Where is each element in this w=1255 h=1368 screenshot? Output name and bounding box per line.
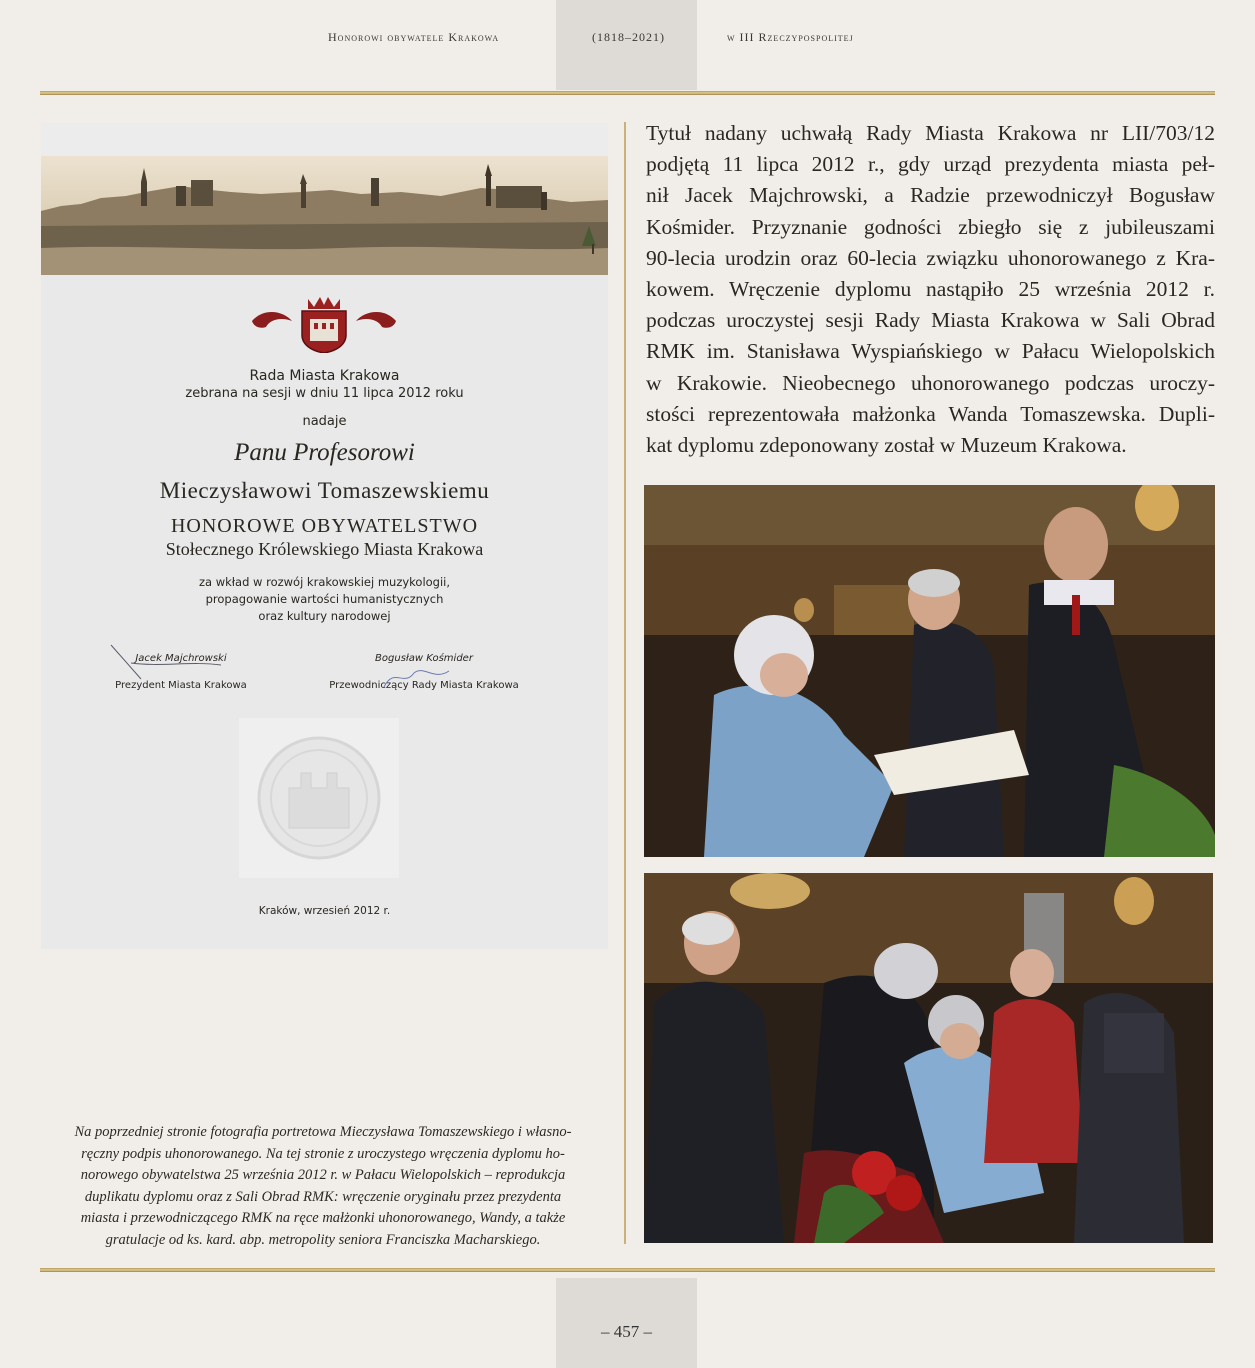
caption-line: miasta i przewodniczącego RMK na ręce małżonki uhonorowanego, Wandy, a także	[80, 1210, 566, 1226]
diploma-reason-2: propagowanie wartości humanistycznych	[205, 592, 444, 606]
diploma-recipient-name: Mieczysławowi Tomaszewskiemu	[159, 478, 490, 503]
bottom-gold-rule	[40, 1268, 1215, 1272]
signature-left-role: Prezydent Miasta Krakowa	[115, 680, 247, 691]
top-gold-rule	[40, 91, 1215, 95]
photo-congratulations	[644, 873, 1213, 1243]
diploma-award-title: HONOROWE OBYWATELSTWO	[170, 515, 479, 537]
body-line: 90-lecia urodzin oraz 60-lecia związku uhonorowanego z Kra-	[646, 245, 1215, 270]
caption-line: duplikatu dyplomu oraz z Sali Obrad RMK: wręczenie oryginału przez prezydenta	[84, 1188, 562, 1205]
running-header-center: (1818–2021)	[592, 30, 665, 44]
figure-caption	[40, 1122, 606, 1251]
diploma-place-date: Kraków, wrzesień 2012 r.	[258, 905, 391, 917]
signature-right	[324, 653, 524, 691]
embossed-city-seal-icon	[239, 718, 399, 878]
caption-line: norowego obywatelstwa 25 września 2012 r. w Pałacu Wielopolskich – reprodukcja	[80, 1167, 566, 1183]
top-gutter-shading	[556, 0, 697, 90]
diploma-top-margin	[41, 123, 608, 156]
caption-line: ręczny podpis uhonorowanego. Na tej stronie z uroczystego wręczenia dyplomu ho-	[81, 1145, 565, 1162]
signature-right-role: Przewodniczący Rady Miasta Krakowa	[329, 680, 519, 691]
krakow-panorama-engraving	[41, 156, 608, 275]
body-line: podjętą 11 lipca 2012 r., gdy urząd prezydenta miasta peł-	[646, 152, 1215, 177]
caption-line: Na poprzedniej stronie fotografia portretowa Mieczysława Tomaszewskiego i własno-	[74, 1124, 572, 1140]
signature-left	[101, 653, 261, 691]
page-number: – 457 –	[601, 1322, 652, 1341]
diploma-reason-3: oraz kultury narodowej	[258, 609, 391, 623]
diploma-line-3: nadaje	[302, 414, 347, 429]
photo-diploma-handover	[644, 485, 1215, 857]
signature-left-scribble	[101, 641, 261, 681]
column-divider	[624, 122, 626, 1244]
krakow-coat-of-arms-icon	[244, 293, 404, 353]
body-line: kat dyplomu zdeponowany został w Muzeum Krakowa.	[646, 433, 1127, 458]
body-line: Kośmider. Przyznanie godności zbiegło się z jubileuszami	[646, 214, 1215, 239]
signature-right-name: Bogusław Kośmider	[375, 653, 473, 664]
caption-line: gratulacje od ks. kard. abp. metropolity seniora Franciszka Macharskiego.	[105, 1231, 541, 1248]
body-line: nił Jacek Majchrowski, a Radzie przewodniczył Bogusław	[646, 183, 1215, 208]
diploma-city-title: Stołecznego Królewskiego Miasta Krakowa	[165, 539, 484, 559]
signature-left-name: Jacek Majchrowski	[135, 653, 227, 664]
body-line: Tytuł nadany uchwałą Rady Miasta Krakowa nr LII/703/12	[646, 121, 1215, 145]
body-line: RMK im. Stanisława Wyspiańskiego w Pałacu Wielopolskich	[646, 339, 1215, 364]
signature-right-scribble	[324, 657, 524, 697]
diploma-line-2: zebrana na sesji w dniu 11 lipca 2012 roku	[185, 386, 464, 401]
body-line: podczas uroczystej sesji Rady Miasta Krakowa w Sali Obrad	[646, 308, 1215, 333]
body-line: kowem. Wręczenie dyplomu nastąpiło 25 września 2012 r.	[646, 277, 1215, 302]
diploma-reproduction	[41, 123, 608, 949]
running-header-right: w III Rzeczypospolitej	[727, 30, 854, 44]
diploma-salutation: Panu Profesorowi	[234, 439, 415, 466]
diploma-line-1: Rada Miasta Krakowa	[249, 368, 400, 384]
body-line: stości reprezentowała małżonka Wanda Tomaszewska. Dupli-	[646, 401, 1215, 426]
running-header-left: Honorowi obywatele Krakowa	[328, 30, 500, 44]
article-body	[646, 118, 1215, 461]
diploma-reason-1: za wkład w rozwój krakowskiej muzykologii,	[198, 575, 451, 589]
body-line: w Krakowie. Nieobecnego uhonorowanego podczas uroczy-	[646, 370, 1215, 395]
